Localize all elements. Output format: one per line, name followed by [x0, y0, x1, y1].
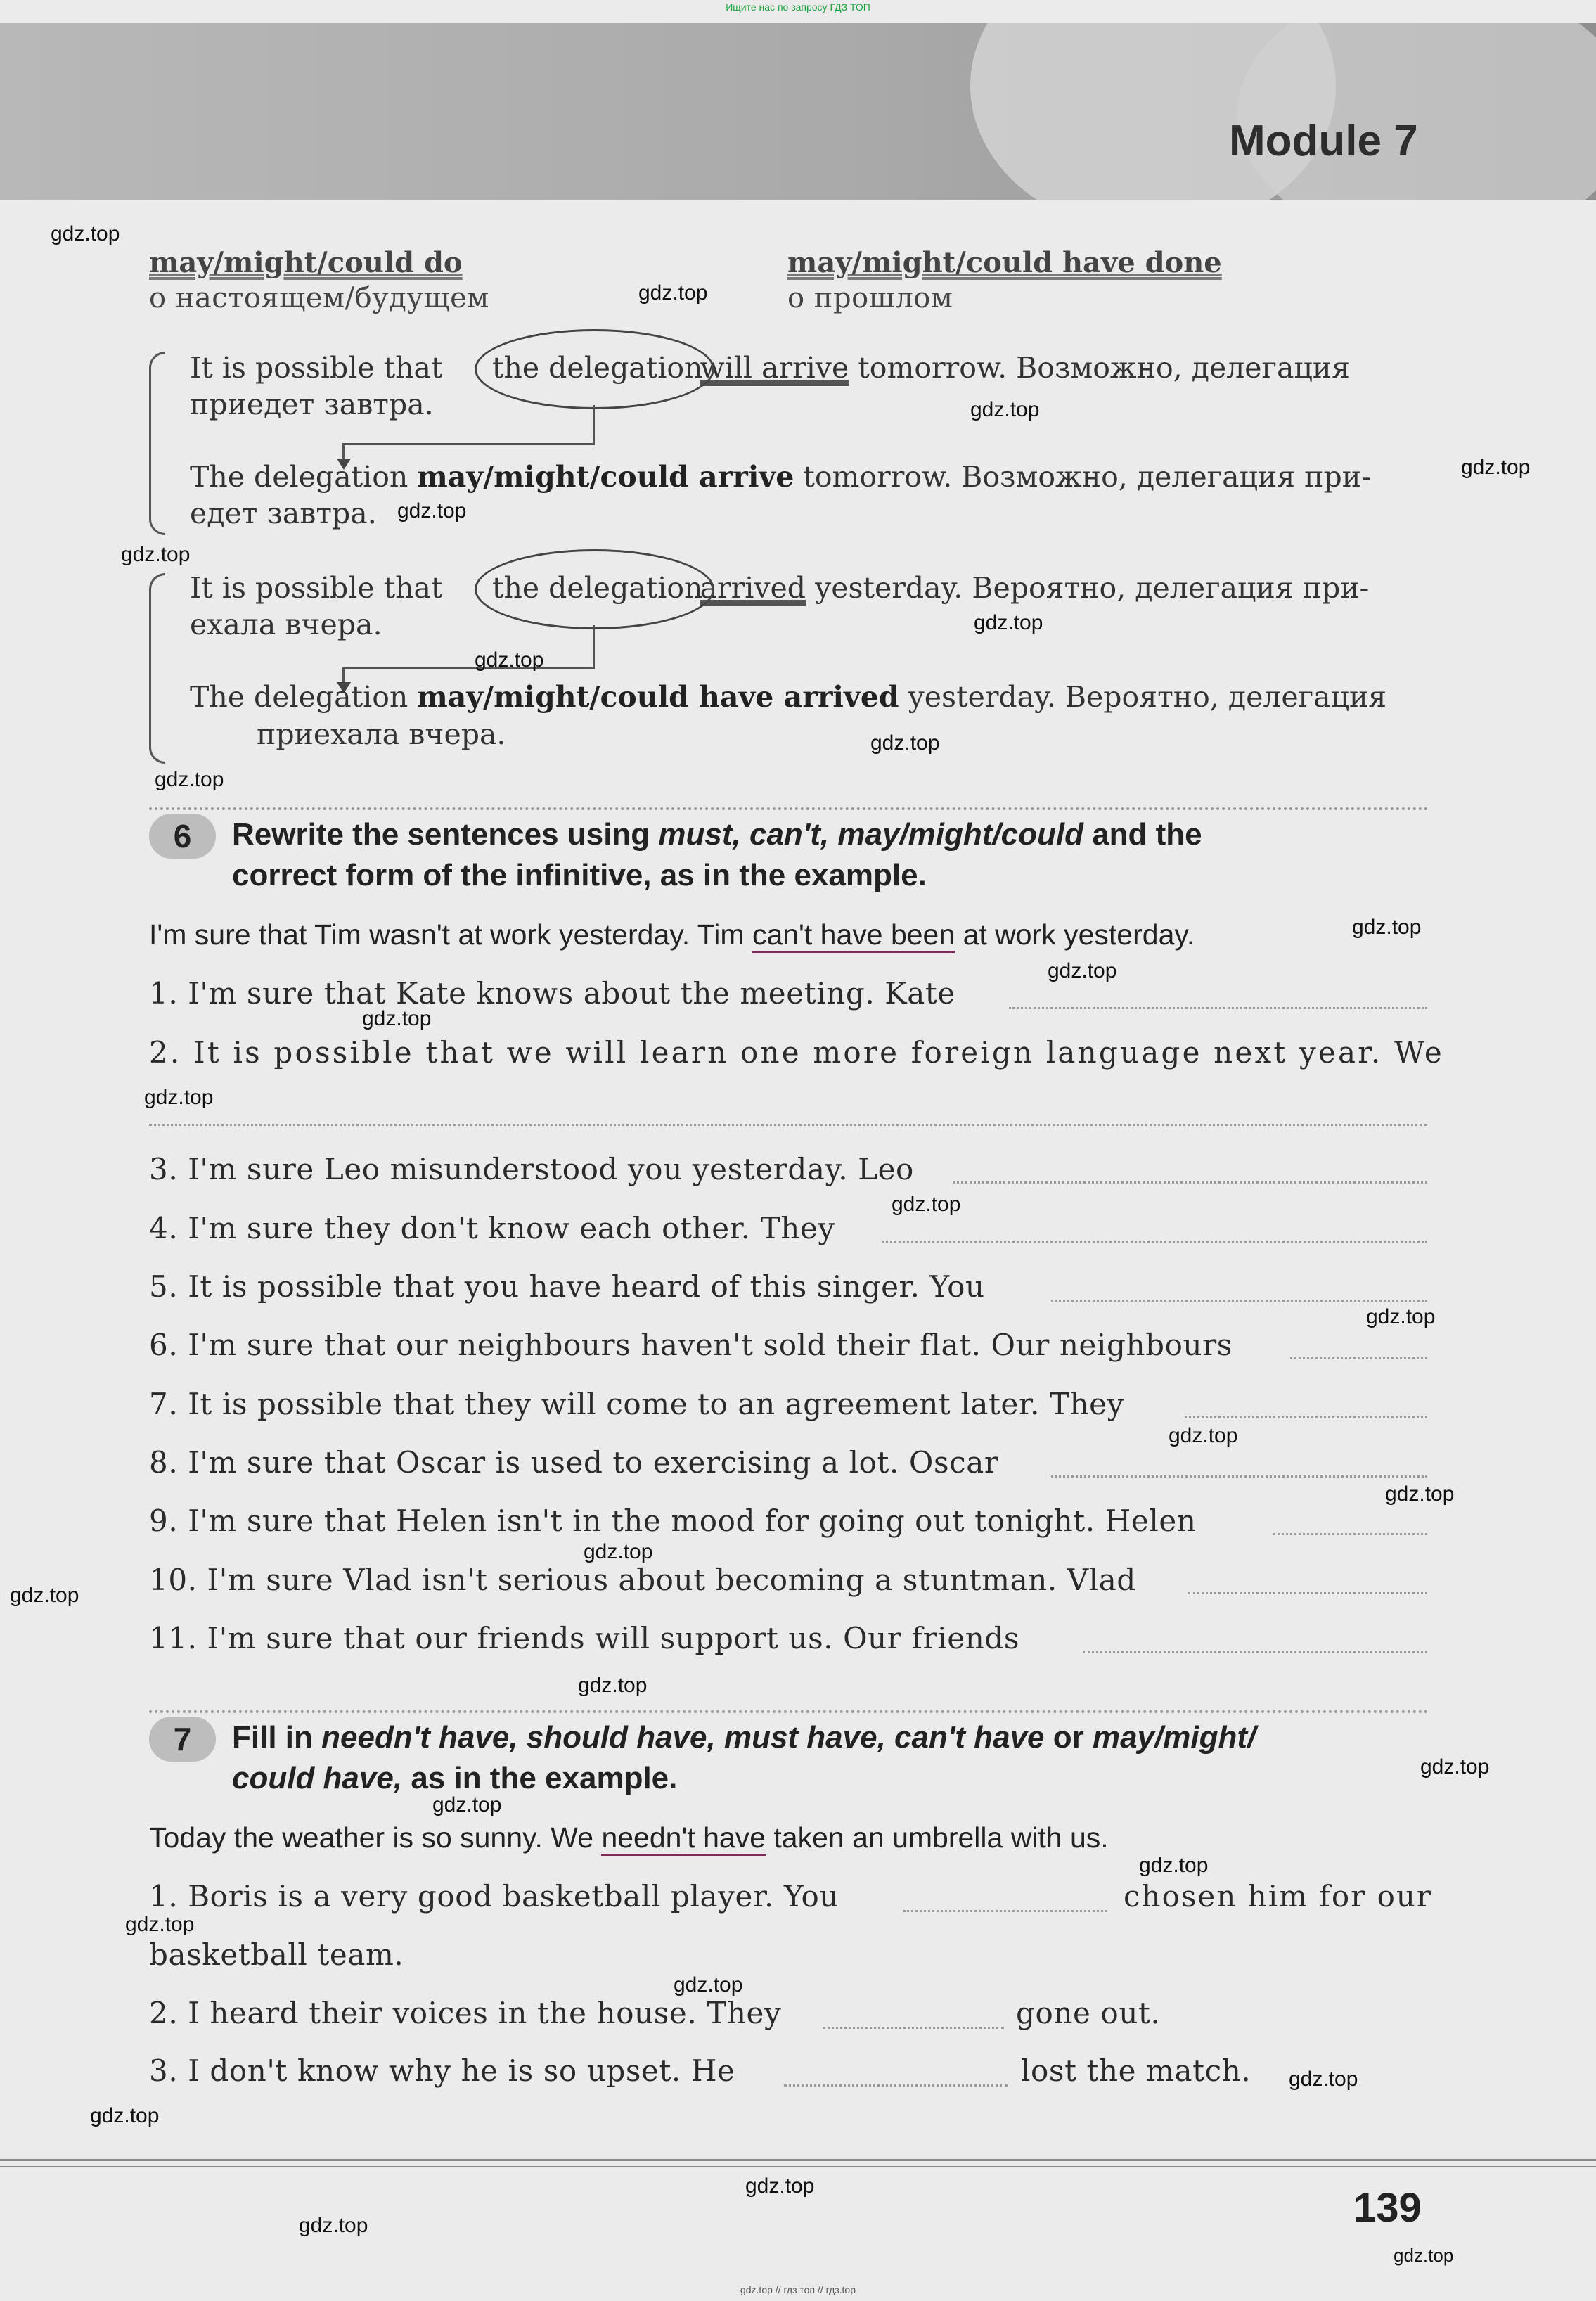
task-6-title: Rewrite the sentences using must, can't, may/might/could and the — [232, 817, 1202, 852]
task-7-title-line2: could have, as in the example. — [232, 1761, 678, 1795]
watermark: gdz.top — [1048, 959, 1117, 982]
task-7-item-line2: basketball team. — [149, 1937, 404, 1972]
answer-blank[interactable] — [784, 2084, 1008, 2087]
arrow-line — [342, 443, 595, 445]
watermark: gdz.top — [1289, 2068, 1358, 2091]
watermark: gdz.top — [1169, 1424, 1238, 1447]
left-bracket — [149, 352, 165, 535]
watermark: gdz.top — [10, 1584, 79, 1607]
task-7-item: 1. Boris is a very good basketball player. You — [149, 1879, 839, 1914]
watermark: gdz.top — [1420, 1755, 1490, 1778]
task-6-item: 7. It is possible that they will come to an agreement later. They — [149, 1387, 1124, 1421]
oval-text: the delegation — [492, 571, 703, 605]
translation-line: приехала вчера. — [257, 717, 506, 751]
module-header-band — [0, 23, 1596, 200]
section-divider — [149, 1710, 1429, 1713]
answer-blank[interactable] — [903, 1910, 1107, 1912]
task-6-example: I'm sure that Tim wasn't at work yesterday. Tim can't have been at work yesterday. — [149, 918, 1195, 951]
watermark: gdz.top — [1366, 1305, 1436, 1328]
task-6-item: 2. It is possible that we will learn one more foreign language next year. We — [149, 1035, 1444, 1070]
watermark: gdz.top — [870, 731, 940, 755]
answer-blank[interactable] — [149, 1124, 1427, 1126]
example-sentence-1: It is possible that will arrive tomorrow. Возможно, делегация — [190, 351, 1351, 385]
watermark: gdz.top — [155, 768, 224, 791]
translation-line: ехала вчера. — [190, 608, 382, 641]
arrow-line — [593, 625, 595, 669]
watermark: gdz.top — [1461, 456, 1531, 479]
arrow-line — [593, 405, 595, 444]
task-7-item: 2. I heard their voices in the house. They — [149, 1996, 782, 2030]
example-sentence-2: The delegation may/might/could arrive tomorrow. Возможно, делегация при- — [190, 460, 1371, 494]
answer-blank[interactable] — [953, 1181, 1427, 1184]
task-7-item-end: chosen him for our — [1124, 1879, 1432, 1914]
answer-blank[interactable] — [1051, 1300, 1427, 1302]
answer-blank[interactable] — [882, 1241, 1427, 1243]
page-number: 139 — [1353, 2185, 1422, 2231]
watermark: gdz.top — [974, 611, 1043, 634]
answer-blank[interactable] — [1290, 1357, 1427, 1359]
translation-line: приедет завтра. — [190, 387, 434, 421]
grammar-col1-header: may/might/could do — [149, 246, 463, 279]
footer-link[interactable]: gdz.top // гдз топ // гдз.top — [740, 2284, 856, 2295]
task-6-title-line2: correct form of the infinitive, as in the example. — [232, 858, 927, 892]
task-6-item: 1. I'm sure that Kate knows about the meeting. Kate — [149, 976, 955, 1011]
task-6-item: 3. I'm sure Leo misunderstood you yesterday. Leo — [149, 1152, 914, 1186]
oval-text: the delegation — [492, 351, 703, 385]
watermark: gdz.top — [121, 543, 191, 566]
task-7-item-end: gone out. — [1016, 1996, 1161, 2030]
watermark: gdz.top — [638, 281, 708, 305]
watermark: gdz.top — [1352, 916, 1422, 939]
answer-blank[interactable] — [1188, 1592, 1427, 1594]
module-title: Module 7 — [1229, 117, 1418, 165]
watermark: gdz.top — [362, 1007, 432, 1030]
footer-rule — [0, 2159, 1596, 2161]
answer-blank[interactable] — [1273, 1533, 1427, 1535]
watermark: gdz.top — [51, 222, 120, 245]
task-6-item: 5. It is possible that you have heard of this singer. You — [149, 1269, 985, 1304]
example-sentence-4: The delegation may/might/could have arrived yesterday. Вероятно, делегация — [190, 680, 1387, 714]
task-7-item-end: lost the match. — [1021, 2053, 1251, 2088]
task-7-example: Today the weather is so sunny. We needn't have taken an umbrella with us. — [149, 1821, 1109, 1854]
watermark: gdz.top — [674, 1973, 743, 1996]
task-6-item: 6. I'm sure that our neighbours haven't sold their flat. Our neighbours — [149, 1328, 1233, 1362]
watermark: gdz.top — [125, 1913, 195, 1936]
answer-blank[interactable] — [1185, 1416, 1427, 1418]
left-bracket — [149, 573, 165, 764]
watermark: gdz.top — [892, 1193, 961, 1216]
watermark: gdz.top — [397, 499, 467, 523]
task-6-item: 4. I'm sure they don't know each other. They — [149, 1211, 835, 1245]
watermark: gdz.top — [144, 1086, 214, 1109]
example-sentence-3: It is possible that arrived yesterday. Вероятно, делегация при- — [190, 571, 1370, 605]
grammar-col2-header: may/might/could have done — [787, 246, 1222, 279]
watermark: gdz.top — [299, 2214, 368, 2237]
section-divider — [149, 807, 1429, 810]
task-7-title: Fill in needn't have, should have, must have, can't have or may/might/ — [232, 1720, 1256, 1755]
task-7-number: 7 — [149, 1717, 216, 1762]
arrow-line — [342, 667, 595, 669]
task-6-item: 11. I'm sure that our friends will support us. Our friends — [149, 1621, 1020, 1655]
answer-blank[interactable] — [823, 2027, 1004, 2029]
watermark: gdz.top — [1139, 1854, 1209, 1877]
task-7-item: 3. I don't know why he is so upset. He — [149, 2053, 735, 2088]
watermark: gdz.top — [1394, 2245, 1454, 2266]
grammar-col1-sub: о настоящем/будущем — [149, 282, 489, 314]
grammar-col2-sub: о прошлом — [787, 282, 953, 314]
header-decor-shape — [1237, 23, 1596, 200]
footer-rule — [0, 2166, 1596, 2167]
top-search-link[interactable]: Ищите нас по запросу ГДЗ ТОП — [726, 1, 870, 13]
task-6-number: 6 — [149, 814, 216, 859]
watermark: gdz.top — [745, 2174, 815, 2198]
answer-blank[interactable] — [1009, 1007, 1427, 1009]
watermark: gdz.top — [584, 1540, 653, 1563]
watermark: gdz.top — [475, 648, 544, 672]
watermark: gdz.top — [90, 2104, 160, 2127]
translation-line: едет завтра. — [190, 496, 377, 530]
watermark: gdz.top — [578, 1674, 648, 1697]
watermark: gdz.top — [432, 1793, 502, 1816]
task-6-item: 9. I'm sure that Helen isn't in the mood for going out tonight. Helen — [149, 1504, 1197, 1538]
answer-blank[interactable] — [1083, 1651, 1427, 1653]
task-6-item: 10. I'm sure Vlad isn't serious about becoming a stuntman. Vlad — [149, 1563, 1136, 1597]
watermark: gdz.top — [1385, 1482, 1455, 1506]
task-6-item: 8. I'm sure that Oscar is used to exercising a lot. Oscar — [149, 1445, 999, 1480]
watermark: gdz.top — [970, 398, 1040, 421]
answer-blank[interactable] — [1051, 1475, 1427, 1478]
